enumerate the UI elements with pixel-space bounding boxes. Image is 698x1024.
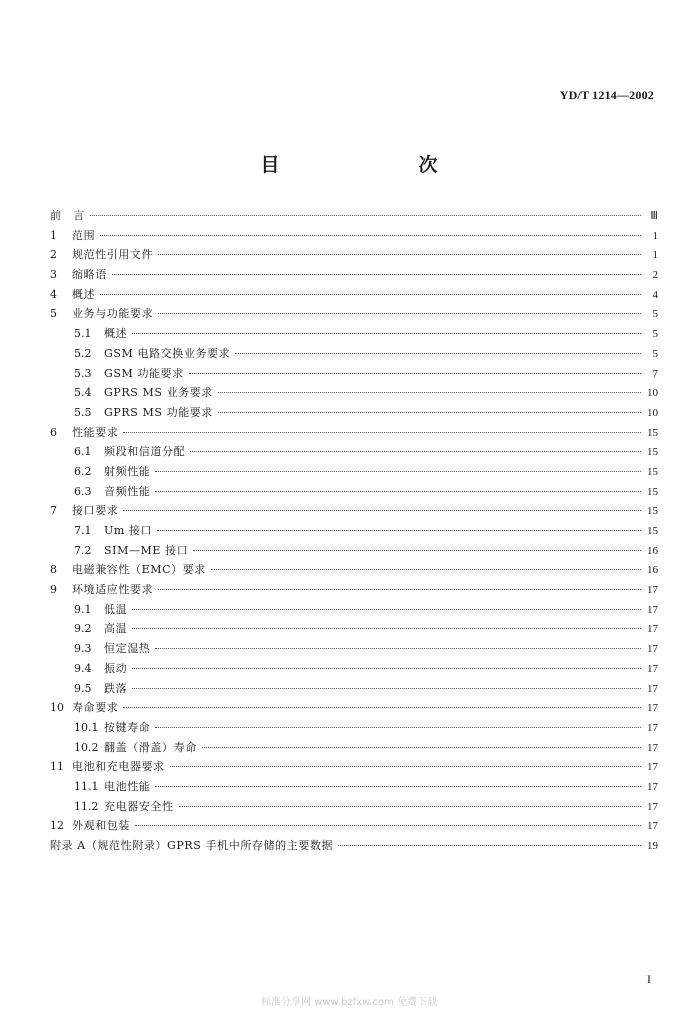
toc-entry[interactable] [50, 404, 658, 424]
page-title: 目 次 [260, 154, 498, 176]
toc-entry-number: 6.3 [74, 484, 92, 498]
toc-entry-page: 15 [647, 465, 658, 478]
toc-entry-number: 7.2 [74, 543, 92, 557]
toc-entry-number: 9.4 [74, 661, 92, 675]
toc-entry-page: 15 [647, 505, 658, 518]
toc-entry-page: 17 [647, 761, 658, 774]
watermark: 标准分享网 www.bzfxw.com 免费下载 [261, 997, 437, 1008]
toc-entry-page: 19 [647, 840, 658, 852]
toc-entry-number: 5.1 [74, 327, 92, 341]
toc-entry-number: 3 [50, 268, 57, 282]
toc-entry-page: 2 [652, 269, 658, 282]
toc-entry-number: 5 [50, 307, 57, 321]
toc-entry[interactable] [50, 699, 658, 719]
toc-entry-label: GSM 电路交换业务要求 [104, 346, 231, 360]
toc-dot-leader [211, 569, 641, 570]
toc-entry-label: 前 言 [50, 209, 85, 222]
toc-entry[interactable] [50, 463, 658, 483]
toc-entry-page: 17 [647, 741, 658, 754]
toc-dot-leader [158, 589, 641, 590]
toc-entry-label: 射频性能 [104, 464, 151, 478]
toc-entry-page: 16 [647, 564, 658, 577]
toc-entry-number: 11.1 [74, 779, 99, 793]
toc-dot-leader [190, 451, 641, 452]
toc-entry-number: 8 [50, 563, 57, 577]
toc-entry-label: 外观和包装 [72, 819, 130, 833]
toc-entry[interactable] [50, 640, 658, 660]
toc-entry-label: 接口要求 [72, 504, 119, 518]
toc-entry-page: 15 [647, 426, 658, 439]
toc-entry[interactable] [50, 227, 658, 247]
toc-entry-number: 10 [50, 701, 64, 715]
toc-entry-number: 11.2 [74, 799, 99, 813]
toc-entry-label: 规范性引用文件 [72, 248, 154, 262]
toc-entry-page: 10 [647, 406, 658, 419]
toc-entry[interactable] [50, 266, 658, 286]
toc-entry[interactable] [50, 325, 658, 345]
toc-dot-leader [90, 215, 641, 216]
toc-entry-number: 4 [50, 287, 57, 301]
toc-entry[interactable] [50, 561, 658, 581]
toc-dot-leader [170, 766, 641, 767]
toc-entry-number: 5.2 [74, 346, 92, 360]
toc-entry-number: 9 [50, 583, 57, 597]
toc-dot-leader [132, 688, 641, 689]
toc-entry[interactable] [50, 502, 658, 522]
toc-entry[interactable] [50, 601, 658, 621]
toc-entry-page: 17 [647, 603, 658, 616]
toc-entry-label: GPRS MS 业务要求 [104, 386, 213, 400]
toc-entry[interactable] [50, 660, 658, 680]
toc-dot-leader [132, 628, 641, 629]
toc-entry-label: 频段和信道分配 [104, 445, 186, 459]
toc-entry[interactable] [50, 719, 658, 739]
toc-entry-label: 高温 [104, 622, 128, 636]
toc-dot-leader [123, 432, 641, 433]
toc-entry-page: 10 [647, 387, 658, 400]
toc-entry-page: 5 [652, 308, 658, 321]
toc-entry[interactable] [50, 522, 658, 542]
toc-dot-leader [157, 530, 641, 531]
toc-dot-leader [338, 845, 641, 846]
toc-entry-page: 5 [652, 328, 658, 341]
toc-entry-page: 16 [647, 544, 658, 557]
toc-entry[interactable] [50, 680, 658, 700]
toc-dot-leader [189, 373, 641, 374]
toc-dot-leader [218, 392, 641, 393]
toc-entry-page: 17 [647, 682, 658, 695]
toc-entry-page: 17 [647, 780, 658, 793]
toc-entry-label: 业务与功能要求 [72, 307, 154, 321]
toc-entry-number: 9.3 [74, 642, 92, 656]
toc-entry-label: 电磁兼容性（EMC）要求 [72, 563, 206, 577]
toc-dot-leader [112, 274, 641, 275]
toc-entry-page: 15 [647, 446, 658, 459]
toc-dot-leader [132, 668, 641, 669]
toc-dot-leader [193, 550, 641, 551]
toc-entry-page: 15 [647, 485, 658, 498]
toc-dot-leader [132, 609, 641, 610]
toc-entry[interactable] [50, 345, 658, 365]
toc-dot-leader [155, 491, 641, 492]
toc-entry-number: 9.5 [74, 681, 92, 695]
toc-entry-number: 9.2 [74, 622, 92, 636]
toc-entry-label: 性能要求 [72, 425, 119, 439]
toc-entry-number: 7.1 [74, 524, 92, 537]
toc-dot-leader [135, 825, 641, 826]
toc-entry-page: 17 [647, 800, 658, 813]
toc-dot-leader [100, 235, 641, 236]
toc-entry-page: 5 [652, 347, 658, 360]
page-number: I [647, 972, 651, 986]
toc-entry-page: 17 [647, 702, 658, 715]
toc-entry-page: 1 [652, 249, 658, 262]
toc-entry-number: 2 [50, 248, 57, 262]
table-of-contents [50, 207, 658, 857]
toc-entry-label: GSM 功能要求 [104, 366, 184, 380]
toc-entry-number: 10.1 [74, 720, 99, 734]
toc-entry-label: 跌落 [104, 681, 128, 695]
toc-entry-number: 6.1 [74, 445, 92, 459]
toc-entry-label: 附录 A（规范性附录）GPRS 手机中所存储的主要数据 [50, 839, 334, 852]
toc-entry[interactable] [50, 581, 658, 601]
toc-entry-label: 翻盖（滑盖）寿命 [104, 740, 197, 754]
toc-entry-number: 5.4 [74, 386, 92, 400]
toc-entry-label: 环境适应性要求 [72, 583, 154, 597]
toc-dot-leader [218, 412, 641, 413]
toc-entry[interactable] [50, 817, 658, 837]
toc-dot-leader [132, 333, 641, 334]
toc-entry-page: 7 [652, 367, 658, 380]
toc-entry-page: 17 [647, 662, 658, 675]
toc-entry-number: 5.5 [74, 405, 92, 419]
toc-dot-leader [235, 353, 641, 354]
toc-entry-page: Ⅲ [650, 210, 658, 222]
toc-entry[interactable] [50, 305, 658, 325]
toc-entry-page: 17 [647, 721, 658, 734]
toc-entry-number: 10.2 [74, 740, 99, 754]
toc-dot-leader [155, 727, 641, 728]
toc-dot-leader [155, 471, 641, 472]
toc-entry-label: 电池和充电器要求 [72, 760, 165, 774]
toc-dot-leader [100, 294, 641, 295]
toc-entry-number: 9.1 [74, 602, 92, 616]
toc-dot-leader [158, 254, 641, 255]
toc-entry-label: 概述 [72, 287, 96, 301]
toc-dot-leader [179, 806, 641, 807]
toc-entry-page: 4 [652, 288, 658, 301]
toc-entry-number: 11 [50, 760, 64, 774]
toc-entry[interactable] [50, 620, 658, 640]
standard-code: YD/T 1214—2002 [559, 88, 654, 102]
toc-entry[interactable] [50, 286, 658, 306]
toc-entry[interactable] [50, 443, 658, 463]
toc-entry-label: 按键寿命 [104, 720, 151, 734]
toc-entry-page: 17 [647, 584, 658, 597]
toc-entry-number: 6.2 [74, 464, 92, 478]
toc-entry-label: 低温 [104, 602, 128, 616]
toc-entry[interactable] [50, 778, 658, 798]
toc-entry-label: 电池性能 [104, 779, 151, 793]
toc-entry-number: 7 [50, 504, 57, 518]
toc-dot-leader [123, 510, 641, 511]
toc-entry-label: 充电器安全性 [104, 799, 174, 813]
toc-entry-label: 音频性能 [104, 484, 151, 498]
toc-entry[interactable] [50, 384, 658, 404]
toc-entry-number: 5.3 [74, 366, 92, 380]
toc-entry-page: 1 [652, 229, 658, 242]
toc-entry-label: Um 接口 [104, 524, 153, 537]
toc-entry[interactable] [50, 483, 658, 503]
toc-entry[interactable] [50, 424, 658, 444]
toc-entry-page: 17 [647, 623, 658, 636]
toc-entry[interactable] [50, 739, 658, 759]
toc-entry-label: GPRS MS 功能要求 [104, 405, 213, 419]
toc-entry-number: 6 [50, 425, 57, 439]
toc-entry-label: 恒定湿热 [104, 642, 151, 656]
toc-entry-label: 寿命要求 [72, 701, 119, 715]
toc-entry-label: 缩略语 [72, 268, 107, 282]
toc-entry-label: 范围 [72, 228, 96, 242]
toc-entry-page: 15 [647, 525, 658, 537]
toc-entry-page: 17 [647, 643, 658, 656]
toc-entry[interactable] [50, 246, 658, 266]
toc-dot-leader [158, 313, 641, 314]
toc-entry[interactable] [50, 542, 658, 562]
toc-entry[interactable] [50, 758, 658, 778]
toc-entry-label: SIM—ME 接口 [104, 543, 189, 557]
toc-entry-number: 1 [50, 228, 57, 242]
toc-entry-label: 概述 [104, 327, 128, 341]
toc-dot-leader [155, 648, 641, 649]
toc-dot-leader [155, 786, 641, 787]
toc-entry-page: 17 [647, 820, 658, 833]
toc-entry[interactable] [50, 365, 658, 385]
toc-entry-number: 12 [50, 819, 64, 833]
toc-entry[interactable] [50, 207, 658, 227]
toc-entry[interactable] [50, 798, 658, 818]
toc-entry[interactable] [50, 837, 658, 857]
toc-dot-leader [123, 707, 641, 708]
toc-dot-leader [202, 747, 641, 748]
toc-entry-label: 振动 [104, 661, 128, 675]
